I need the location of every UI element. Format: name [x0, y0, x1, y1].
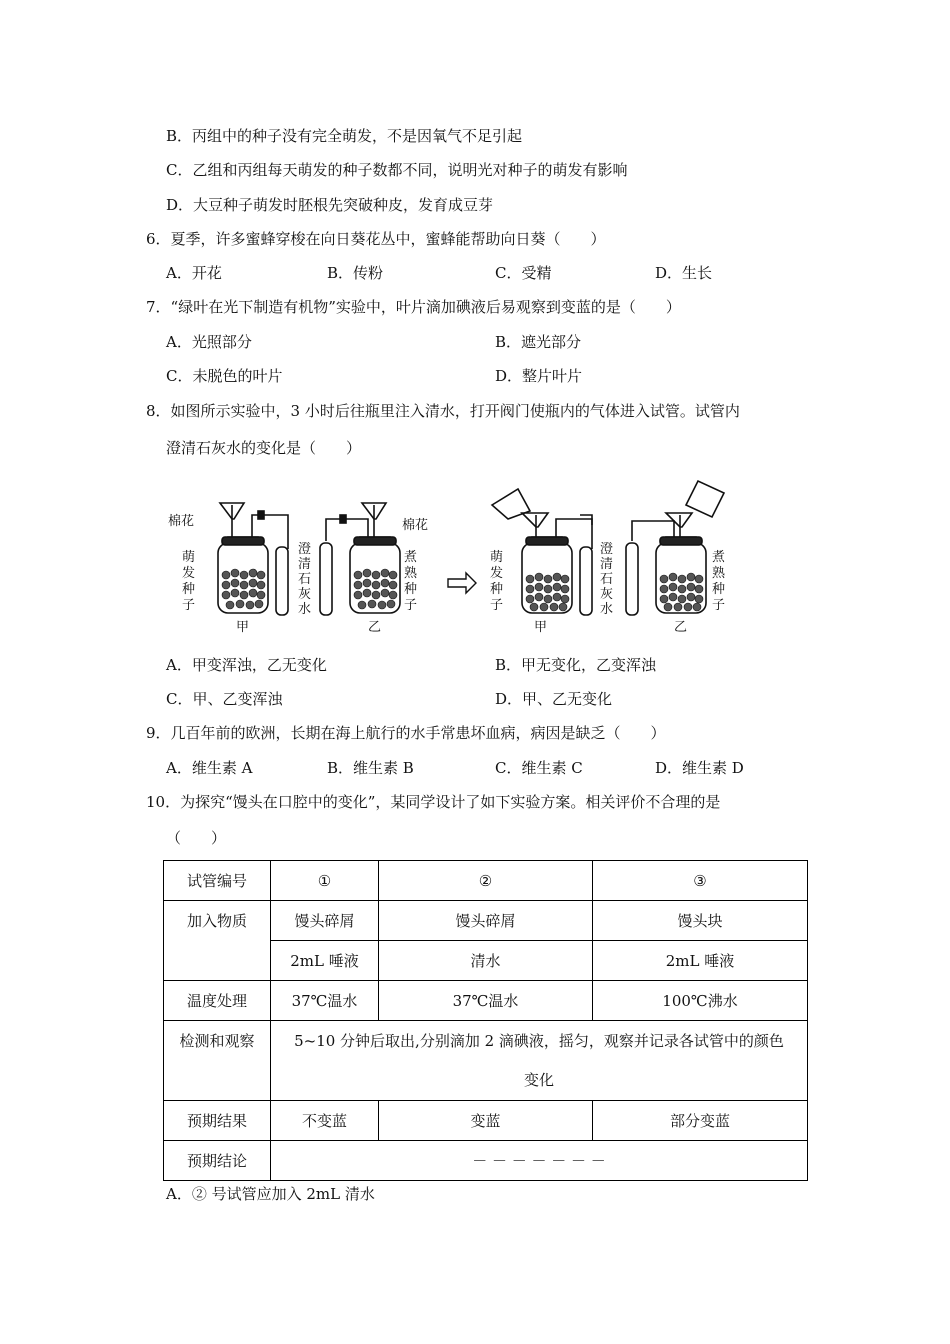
cell-detect-text — [271, 1021, 808, 1101]
cell-add1-2: 馒头碎屑 — [379, 901, 593, 941]
q9-option-c: C．维生素 C — [495, 759, 583, 777]
q6-option-c: C．受精 — [495, 264, 552, 282]
q7-stem: 7．“绿叶在光下制造有机物”实验中，叶片滴加碘液后易观察到变蓝的是（ ） — [146, 298, 681, 316]
label-sprout-r3: 种 — [490, 582, 504, 597]
label-boiled-r3: 种 — [712, 582, 726, 597]
label-boiled-1: 煮 — [404, 550, 418, 565]
label-yi-r: 乙 — [674, 620, 688, 635]
cell-add2-3: 2mL 唾液 — [593, 941, 808, 981]
table-row-conclusion — [164, 1141, 808, 1181]
q6-stem: 6．夏季，许多蜜蜂穿梭在向日葵花丛中，蜜蜂能帮助向日葵（ ） — [146, 230, 606, 248]
q7-option-c: C．未脱色的叶片 — [166, 367, 283, 385]
cell-add2-2: 清水 — [379, 941, 593, 981]
label-boiled-r2: 熟 — [712, 566, 726, 581]
cell-temp-label: 温度处理 — [164, 981, 271, 1021]
table-row-temp — [164, 981, 808, 1021]
cell-temp-2: 37℃温水 — [379, 981, 593, 1021]
cell-result-label: 预期结果 — [164, 1101, 271, 1141]
detect-text-line2: 变化 — [523, 1070, 554, 1089]
q7-option-b: B．遮光部分 — [495, 333, 582, 351]
label-boiled-r1: 煮 — [712, 550, 726, 565]
detect-text-line1: 5~10 分钟后取出,分别滴加 2 滴碘液，摇匀，观察并记录各试管中的颜色 — [294, 1031, 784, 1050]
q7-option-d: D．整片叶片 — [495, 367, 583, 385]
q9-option-d: D．维生素 D — [655, 759, 744, 777]
q5-option-b: B．丙组中的种子没有完全萌发，不是因氧气不足引起 — [166, 127, 523, 145]
label-boiled-2: 熟 — [404, 566, 418, 581]
table-row-result — [164, 1101, 808, 1141]
label-boiled-4: 子 — [404, 598, 418, 613]
cell-conclusion-value: － － － － － － － — [271, 1141, 808, 1181]
cell-conclusion-label: 预期结论 — [164, 1141, 271, 1181]
q5-option-c: C．乙组和丙组每天萌发的种子数都不同，说明光对种子的萌发有影响 — [166, 161, 628, 179]
experiment-table — [163, 860, 808, 1181]
cell-result-1: 不变蓝 — [271, 1101, 379, 1141]
label-jia-r: 甲 — [534, 620, 548, 635]
label-sprout-1: 萌 — [182, 550, 196, 565]
cell-tube-1: ① — [271, 861, 379, 901]
testtube-middle — [320, 543, 332, 615]
cell-tube-2: ② — [379, 861, 593, 901]
label-cotton-right: 棉花 — [402, 518, 429, 533]
q6-option-b: B．传粉 — [327, 264, 384, 282]
q6-option-a: A．开花 — [166, 264, 222, 282]
q8-stem-line2: 澄清石灰水的变化是（ ） — [166, 439, 362, 457]
label-sprout-r2: 发 — [490, 566, 504, 581]
label-sprout-3: 种 — [182, 582, 196, 597]
q8-option-c: C．甲、乙变浑浊 — [166, 690, 283, 708]
label-boiled-3: 种 — [404, 582, 418, 597]
label-boiled-r4: 子 — [712, 598, 726, 613]
q8-stem-line1: 8．如图所示实验中，3 小时后往瓶里注入清水，打开阀门使瓶内的气体进入试管。试管内 — [146, 402, 740, 420]
cell-temp-3: 100℃沸水 — [593, 981, 808, 1021]
q7-option-a: A．光照部分 — [166, 333, 252, 351]
table-row-detect — [164, 1021, 808, 1101]
cell-result-3: 部分变蓝 — [593, 1101, 808, 1141]
cell-result-2: 变蓝 — [379, 1101, 593, 1141]
label-lime-1: 澄 — [298, 542, 312, 557]
table-row-tube — [164, 861, 808, 901]
label-lime-r5: 水 — [600, 602, 614, 617]
q8-option-a: A．甲变浑浊，乙无变化 — [166, 656, 327, 674]
cell-add2-1: 2mL 唾液 — [271, 941, 379, 981]
q10-stem-line2: （ ） — [166, 829, 227, 847]
label-sprout-r1: 萌 — [490, 550, 504, 565]
label-cotton-left: 棉花 — [168, 514, 195, 529]
q9-option-b: B．维生素 B — [327, 759, 414, 777]
cell-add1-1: 馒头碎屑 — [271, 901, 379, 941]
label-jia: 甲 — [236, 620, 250, 635]
label-sprout-4: 子 — [182, 598, 196, 613]
q8-option-b: B．甲无变化，乙变浑浊 — [495, 656, 657, 674]
label-lime-2: 清 — [298, 557, 312, 572]
right-arrow-icon — [448, 573, 476, 593]
q10-stem-line1: 10．为探究“馒头在口腔中的变化”，某同学设计了如下实验方案。相关评价不合理的是 — [146, 793, 721, 811]
cell-detect-label: 检测和观察 — [164, 1021, 271, 1101]
cell-add-label: 加入物质 — [164, 901, 271, 981]
label-sprout-2: 发 — [182, 566, 196, 581]
label-yi: 乙 — [368, 620, 382, 635]
seed-respiration-figure — [160, 475, 760, 645]
table-row-add1 — [164, 901, 808, 941]
label-sprout-r4: 子 — [490, 598, 504, 613]
label-lime-4: 灰 — [298, 587, 312, 602]
label-lime-r1: 澄 — [600, 542, 614, 557]
cell-tube-3: ③ — [593, 861, 808, 901]
label-lime-r4: 灰 — [600, 587, 614, 602]
cell-tube-label: 试管编号 — [164, 861, 271, 901]
q8-option-d: D．甲、乙无变化 — [495, 690, 613, 708]
q9-stem: 9．几百年前的欧洲，长期在海上航行的水手常患坏血病，病因是缺乏（ ） — [146, 724, 666, 742]
q6-option-d: D．生长 — [655, 264, 713, 282]
label-lime-r3: 石 — [600, 572, 614, 587]
q5-option-d: D．大豆种子萌发时胚根先突破种皮，发育成豆芽 — [166, 196, 494, 214]
testtube-left — [276, 547, 288, 615]
label-lime-3: 石 — [298, 572, 312, 587]
cell-temp-1: 37℃温水 — [271, 981, 379, 1021]
q10-option-a: A．② 号试管应加入 2mL 清水 — [166, 1185, 375, 1203]
label-lime-5: 水 — [298, 602, 312, 617]
beaker-right — [686, 481, 724, 517]
cell-add1-3: 馒头块 — [593, 901, 808, 941]
q9-option-a: A．维生素 A — [166, 759, 253, 777]
label-lime-r2: 清 — [600, 557, 614, 572]
